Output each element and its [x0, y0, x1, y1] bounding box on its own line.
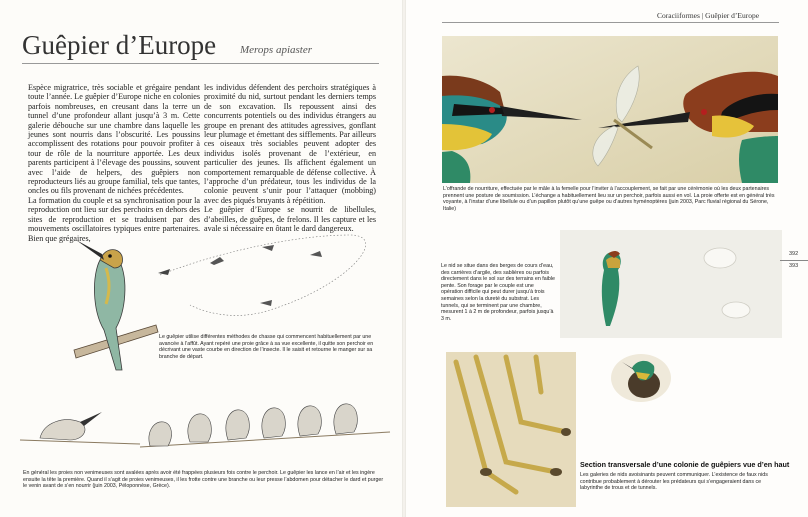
colony-section-painting — [446, 352, 576, 507]
page-title: Guêpier d’Europe — [22, 30, 217, 60]
caption-offering: L’offrande de nourriture, effectuée par le mâle à la femelle pour l’inviter à l’accouplement, se fait par une cérémonie où les deux partenaires prennent une posture de soumission. L’échange a habituellement lieu sur un perchoir, parfois aussi en vol. La proie offerte est en général très voyante, à l’instar d’une libellule ou d’un papillon plutôt qu’une guêpe ou d’autres hyménoptères (juin 2003, Parc fluvial régional du Sérone, Italie) — [443, 186, 775, 212]
prey-handling-sequence-sketch — [140, 392, 390, 462]
body-paragraph: Le guêpier d’Europe se nourrit de libellules, d’abeilles, de guêpes, de frelons. Il les capture et les avale si nécessaire en ôtant le dard dangereux. — [204, 205, 376, 234]
running-header: Coraciiformes | Guêpier d’Europe — [657, 11, 760, 20]
body-paragraph: Espèce migratrice, très sociable et grégaire pendant toute l’année. Le guêpier d’Europe niche en colonies parfois nombreuses, en creusant dans la terre un tunnel d’une profondeur allant jusqu’à 3 m. Cette galerie débouche sur une chambre dans laquelle les jeunes sont nourris dans l’obscurité. Les poussins accomplissent des rotations pour pouvoir profiter à tour de rôle de la nourriture apportée. Les deux parents participent à l’élevage des poussins, souvent avec l’aide de helpers, des guêpiers non reproducteurs liés au groupe familial, tels que tantes, oncles ou fils provenant de nichées précédentes. — [28, 83, 200, 196]
bird-with-prey-sketch — [20, 392, 140, 467]
perched-bee-eater-sketch — [70, 220, 160, 390]
caption-section: Les galeries de nids avoisinants peuvent communiquer. L’existence de faux nids contribue probablement à dérouter les prédateurs qui s’engageraient dans ce labyrinthe de trous et de tunnels. — [580, 472, 768, 492]
nest-burrow-painting — [560, 230, 782, 338]
flight-path-sketch — [150, 225, 390, 325]
latin-name: Merops apiaster — [240, 44, 313, 56]
body-column-2 — [204, 83, 376, 234]
bird-in-nest-hole-painting — [606, 348, 676, 408]
caption-hunting: Le guêpier utilise différentes méthodes de chasse qui commencent habituellement par une avancée à l’affût. Ayant repéré une proie grâce à sa vue excellente, il quitte son perchoir en décrivant une vaste courbe en direction de l’insecte. Il le saisit et retourne le manger sur sa branche de départ. — [159, 334, 374, 360]
title-rule — [22, 63, 379, 64]
section-title: Section transversale d’une colonie de guêpiers vue d’en haut — [580, 460, 790, 469]
book-gutter — [402, 0, 406, 517]
caption-prey: En général les proies non venimeuses sont avalées après avoir été frappées plusieurs fois contre le perchoir. Le guêpier les lance en l’air et les ingère ensuite la tête la première. Quand il s’agit de proies venimeuses, il les frotte contre une branche ou leur presse l’abdomen pour détacher le dard et purger le venin avant de s’en nourrir (juin 2003, Péloponnèse, Grèce). — [23, 470, 384, 490]
page-number-right: 393 — [789, 263, 799, 269]
body-paragraph: La formation du couple et sa synchronisation pour la reproduction ont lieu sur des perchoirs en dehors des sites de reproduction et se traduisent par des mouvements oscillatoires typiques entre partenaires. Bien que grégaires, — [28, 195, 200, 243]
page-number-left: 392 — [789, 251, 799, 257]
bee-eaters-offering-painting — [442, 36, 778, 183]
body-column-1 — [28, 83, 200, 243]
caption-nest: Le nid se situe dans des berges de cours d’eau, des carrières d’argile, des sablières ou parfois directement dans le sol sur des terrains en faible pente. Son forage par le couple est une opération difficile qui peut durer jusqu’à trois semaines selon la dureté du substrat. Les tunnels, qui se terminent par une chambre, mesurent 1 à 2 m de profondeur, parfois jusqu’à 3 m. — [441, 263, 555, 322]
page-number-rule — [780, 260, 808, 261]
header-rule — [442, 22, 779, 23]
body-paragraph: les individus défendent des perchoirs stratégiques à proximité du nid, surtout pendant les derniers temps de son excavation. Ils repoussent ainsi des concurrents potentiels ou des individus étrangers au groupe en prenant des attitudes agressives, gonflant leur plumage et émettant des sifflements. Par ailleurs ces oiseaux très sociables peuvent adopter des individus isolés provenant de l’extérieur, en particulier des jeunes. Ils affichent également un comportement remarquable de défense collective. À l’approche d’un prédateur, tous les individus de la colonie peuvent s’unir pour l’attaquer (mobbing) avec des piqués bruyants à répétition. — [204, 83, 376, 205]
